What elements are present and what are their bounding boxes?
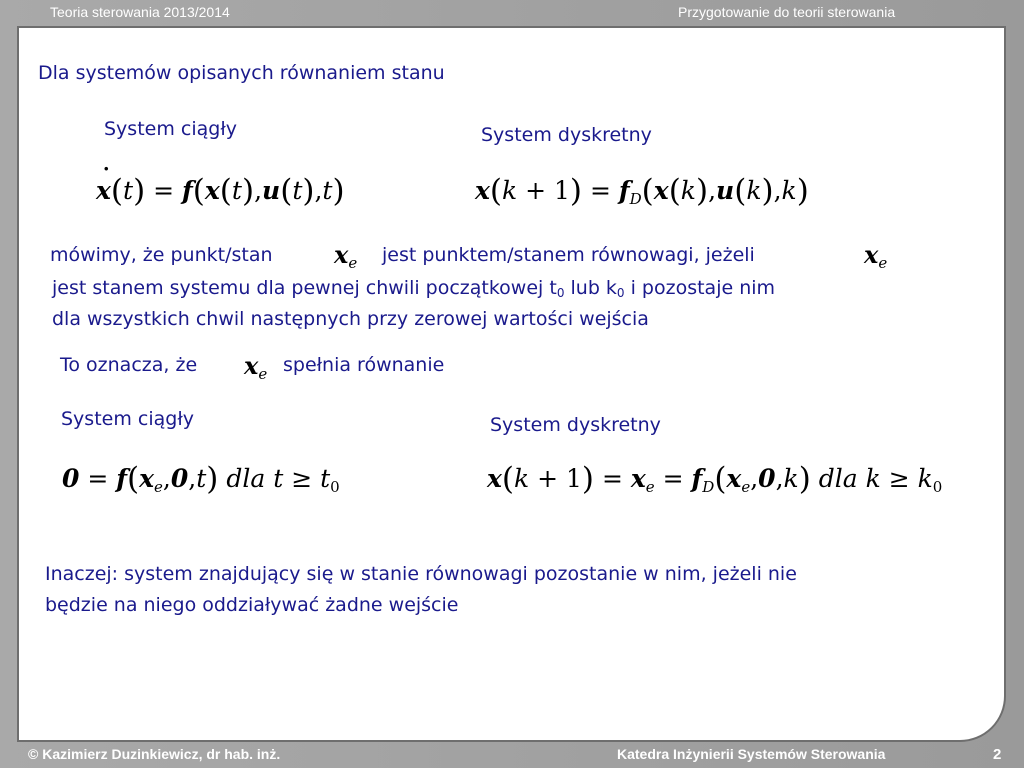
discrete-label-2: System dyskretny (490, 414, 661, 436)
discrete-state-equation: $x(k + 1) = f_D(x(k),u(k),k)$ (475, 173, 809, 209)
intro-text: Dla systemów opisanych równaniem stanu (38, 62, 445, 84)
slide-footer (0, 742, 1024, 768)
continuous-label-2: System ciągły (61, 408, 194, 430)
discrete-label: System dyskretny (481, 124, 652, 146)
topic-title: Przygotowanie do teorii sterowania (678, 4, 896, 20)
continuous-label: System ciągły (104, 118, 237, 140)
author-credit: © Kazimierz Duzinkiewicz, dr hab. inż. (28, 746, 281, 762)
definition-line-2: jest stanem systemu dla pewnej chwili początkowej $t_0$ lub $k_0$ i pozostaje nim (52, 277, 776, 300)
department-name: Katedra Inżynierii Systemów Sterowania (617, 746, 886, 762)
equilibrium-state-symbol-3: $x_e$ (244, 351, 268, 383)
equilibrium-state-symbol: $x_e$ (334, 240, 358, 272)
continuous-state-equation: ˙ x(t) = f(x(t),u(t),t) (96, 176, 345, 207)
page-number: 2 (993, 746, 1002, 763)
course-title: Teoria sterowania 2013/2014 (50, 4, 230, 20)
equilibrium-state-symbol-2: $x_e$ (864, 240, 888, 272)
means-text-b: spełnia równanie (283, 354, 445, 376)
discrete-equilibrium-equation: $x(k + 1) = x_e = f_D(x_e,0,k)$ dla $k \ge k_0$ (487, 461, 943, 497)
otherwise-line-2: będzie na niego oddziaływać żadne wejście (45, 594, 459, 616)
means-text-a: To oznacza, że (60, 354, 198, 376)
slide-header (0, 0, 1024, 28)
definition-line-1a: mówimy, że punkt/stan (50, 244, 273, 266)
otherwise-line-1: Inaczej: system znajdujący się w stanie równowagi pozostanie w nim, jeżeli nie (45, 563, 797, 585)
continuous-equilibrium-equation: $0 = f(x_e,0,t)$ dla $t \ge t_0$ (62, 461, 340, 497)
definition-line-3: dla wszystkich chwil następnych przy zerowej wartości wejścia (52, 308, 649, 330)
definition-line-1b: jest punktem/stanem równowagi, jeżeli (382, 244, 755, 266)
